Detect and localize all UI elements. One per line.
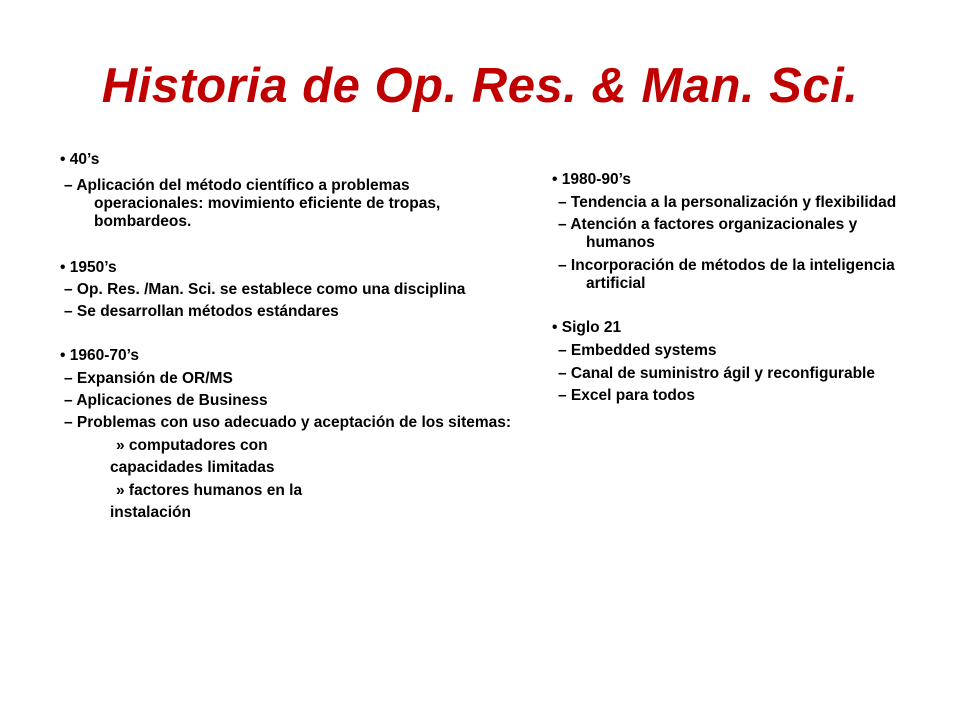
bullet-1950s-item-1: – Op. Res. /Man. Sci. se establece como una disciplina xyxy=(64,281,466,298)
bullet-1980s-item-3: – Incorporación de métodos de la inteligencia xyxy=(558,257,895,274)
bullet-siglo-21: • Siglo 21 xyxy=(552,319,622,336)
bullet-1960s-sub-1: » computadores con xyxy=(116,437,268,454)
slide-title: Historia de Op. Res. & Man. Sci. xyxy=(101,59,859,113)
bullet-1960s-item-2: – Aplicaciones de Business xyxy=(64,392,268,409)
bullet-1980s-item-2-cont: humanos xyxy=(586,234,655,251)
bullet-1980s: • 1980-90’s xyxy=(552,171,631,188)
bullet-1960s-item-1: – Expansión de OR/MS xyxy=(64,370,233,387)
bullet-1950s-item-2: – Se desarrollan métodos estándares xyxy=(64,303,339,320)
bullet-1960s-item-3: – Problemas con uso adecuado y aceptación de los sitemas: xyxy=(64,414,512,431)
bullet-siglo-21-item-3: – Excel para todos xyxy=(558,387,695,404)
bullet-siglo-21-item-1: – Embedded systems xyxy=(558,342,717,359)
bullet-40s-item-1-cont: bombardeos. xyxy=(94,213,192,230)
bullet-1960s-sub-2: » factores humanos en la xyxy=(116,482,303,499)
bullet-1960s-sub-1-cont: capacidades limitadas xyxy=(110,459,275,476)
bullet-40s-item-1-cont: operacionales: movimiento eficiente de tropas, xyxy=(94,195,441,212)
bullet-1950s: • 1950’s xyxy=(60,259,117,276)
bullet-40s: • 40’s xyxy=(60,151,100,168)
bullet-siglo-21-item-2: – Canal de suministro ágil y reconfigurable xyxy=(558,365,875,382)
bullet-1980s-item-1: – Tendencia a la personalización y flexibilidad xyxy=(558,194,897,211)
bullet-1960s-sub-2-cont: instalación xyxy=(110,504,191,521)
bullet-1980s-item-3-cont: artificial xyxy=(586,275,646,292)
bullet-1980s-item-2: – Atención a factores organizacionales y xyxy=(558,216,858,233)
bullet-40s-item-1: – Aplicación del método científico a problemas xyxy=(64,177,410,194)
bullet-1960s: • 1960-70’s xyxy=(60,347,139,364)
